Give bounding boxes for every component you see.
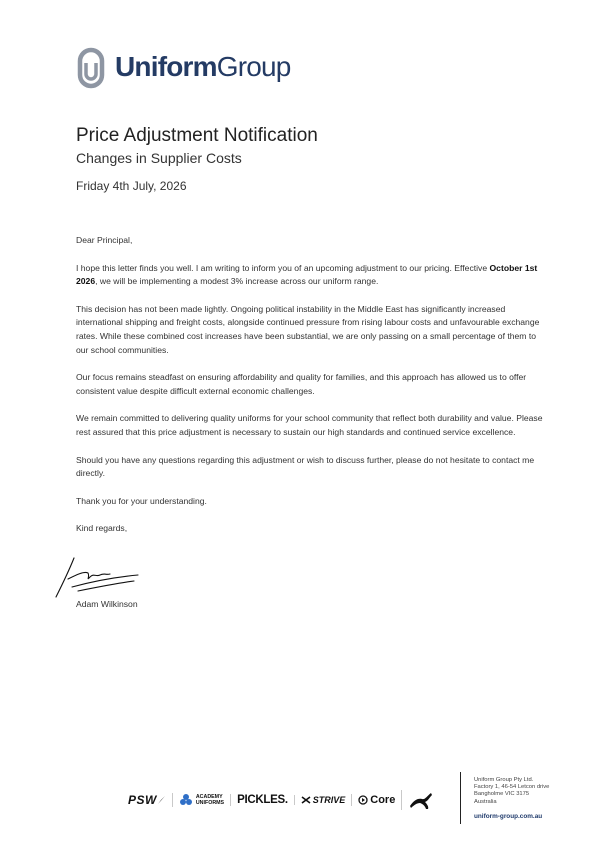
logo-wordmark: UniformGroup	[115, 51, 291, 82]
letter-date: Friday 4th July, 2026	[76, 179, 187, 193]
paragraph-thanks: Thank you for your understanding.	[76, 495, 207, 506]
academy-uniforms-logo: ACADEMY UNIFORMS	[172, 793, 230, 807]
puma-cat-icon	[408, 790, 434, 810]
strive-x-icon	[301, 796, 311, 804]
footer-divider	[460, 772, 461, 824]
psw-arrow-icon	[157, 795, 166, 805]
paragraph-commitment: We remain committed to delivering quality uniforms for your school community that reflect both durability and value. Please rest assured that this price adjustment is necessary to sustain our high standards and continued service excellence.	[76, 413, 543, 437]
signer-name: Adam Wilkinson	[76, 599, 138, 609]
core-circle-icon	[358, 795, 368, 805]
academy-crest-icon	[179, 793, 193, 807]
page-title: Price Adjustment Notification	[76, 125, 318, 146]
signature-image	[54, 553, 144, 603]
company-logo	[76, 45, 291, 89]
puma-logo	[401, 790, 440, 810]
uniform-group-logo-icon	[76, 45, 106, 89]
paragraph-intro: I hope this letter finds you well. I am writing to inform you of an upcoming adjustment to our pricing. Effective October 1st 2026, we will be implementing a modest 3% increase across our uniform range.	[76, 262, 538, 287]
company-address: Uniform Group Pty Ltd. Factory 1, 46-54 Letcon drive Bangholme VIC 3175 Australia	[474, 777, 550, 805]
closing: Kind regards,	[76, 523, 128, 534]
website-link[interactable]: uniform-group.com.au	[474, 813, 543, 820]
paragraph-reasons: This decision has not been made lightly. Ongoing political instability in the Middle East has significantly increased international shipping and freight costs, alongside continued pressure from rising labour costs and unfavourable exchange rates. While these combined cost increases have been substantial, we are only passing on a small percentage of them to our school communities.	[76, 303, 540, 355]
paragraph-focus: Our focus remains steadfast on ensuring affordability and quality for families, and this approach has allowed us to offer consistent value despite difficult external economic challenges.	[76, 372, 527, 396]
brand-logos	[122, 788, 440, 812]
psw-logo: PSW	[122, 793, 172, 807]
pickles-logo: PICKLES.	[230, 794, 294, 806]
core-logo: Core	[351, 794, 401, 806]
paragraph-contact: Should you have any questions regarding this adjustment or wish to discuss further, please do not hesitate to contact me directly.	[76, 454, 535, 479]
page-subtitle: Changes in Supplier Costs	[76, 150, 242, 166]
effective-date: October 1st 2026	[76, 262, 538, 287]
strive-logo: STRIVE	[294, 795, 352, 805]
letter-body	[76, 234, 546, 550]
greeting: Dear Principal,	[76, 235, 133, 245]
